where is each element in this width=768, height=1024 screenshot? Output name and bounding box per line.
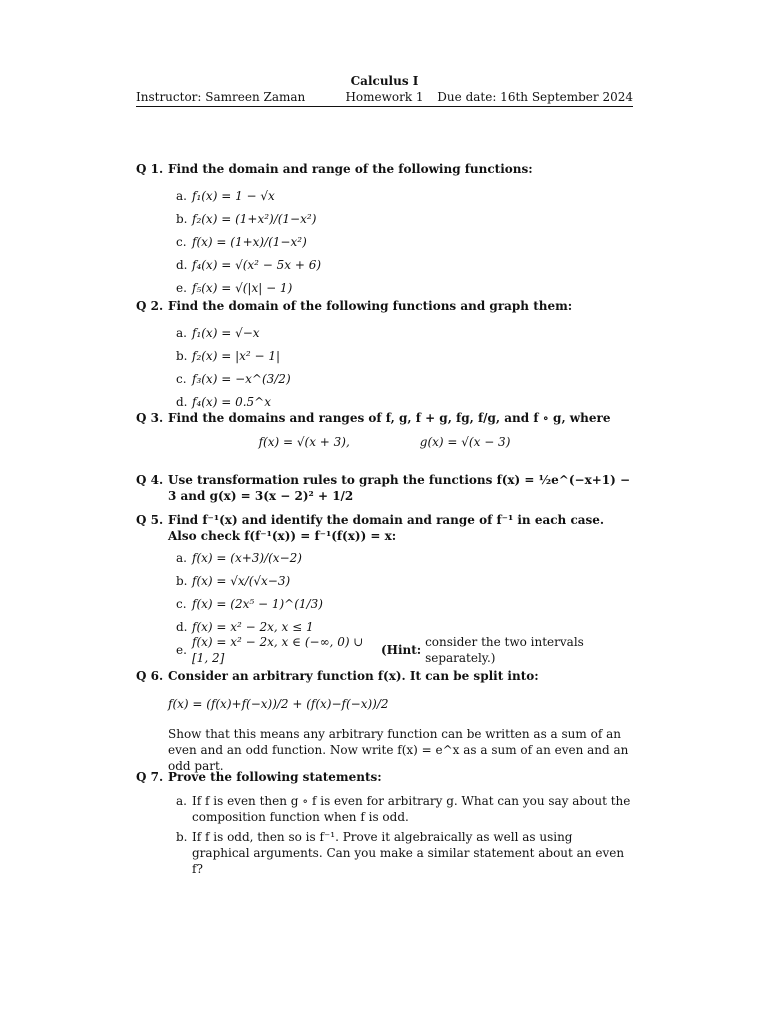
- item-label: c.: [176, 596, 187, 611]
- math-expression: f₅(x) = √(|x| − 1): [192, 280, 293, 295]
- question-text: Find the domain of the following functions and graph them:: [168, 299, 573, 313]
- list-item: [176, 230, 633, 253]
- due-date: Due date: 16th September 2024: [437, 90, 633, 104]
- item-label: d.: [176, 394, 188, 409]
- question-number: Q 3.: [136, 411, 164, 425]
- question-number: Q 1.: [136, 162, 164, 176]
- question-5: [136, 512, 633, 665]
- question-text: Prove the following statements:: [168, 770, 382, 784]
- item-label: b.: [176, 348, 188, 363]
- list-item: [176, 184, 633, 207]
- list-item: [176, 321, 633, 344]
- item-label: c.: [176, 371, 187, 386]
- math-expression: f(x) = x² − 2x, x ≤ 1: [192, 619, 314, 634]
- math-expression: f₂(x) = (1+x²)/(1−x²): [192, 211, 317, 226]
- list-item: [176, 569, 633, 592]
- homework-number: Homework 1: [345, 90, 424, 104]
- math-expression: f(x) = (x+3)/(x−2): [192, 550, 302, 565]
- math-expression: f(x) = (1+x)/(1−x²): [192, 234, 307, 249]
- math-expression: f(x) = x² − 2x, x ∈ (−∞, 0) ∪ [1, 2]: [192, 634, 364, 665]
- item-label: a.: [176, 550, 187, 565]
- question-number: Q 5.: [136, 513, 164, 527]
- question-2: [136, 298, 633, 413]
- item-label: c.: [176, 234, 187, 249]
- math-expression: f₁(x) = √−x: [192, 325, 260, 340]
- question-number: Q 7.: [136, 770, 164, 784]
- question-number: Q 6.: [136, 669, 164, 683]
- list-item: [176, 829, 633, 877]
- question-paragraph: Show that this means any arbitrary function can be written as a sum of an even and an odd function. Now write f(x) = e^x as a sum of an even and an odd part.: [168, 727, 629, 773]
- question-text: Use transformation rules to graph the functions f(x) = ½e^(−x+1) − 3 and g(x) = 3(x − 2)² + 1/2: [168, 473, 631, 503]
- question-number: Q 2.: [136, 299, 164, 313]
- item-label: a.: [176, 794, 187, 808]
- list-item: [176, 253, 633, 276]
- course-title: Calculus I: [350, 74, 419, 88]
- list-item: [176, 367, 633, 390]
- item-label: a.: [176, 325, 187, 340]
- question-4: [136, 472, 633, 504]
- question-7: [136, 769, 633, 881]
- hint-text: consider the two intervals separately.): [425, 634, 584, 665]
- math-expression: f₄(x) = 0.5^x: [192, 394, 271, 409]
- item-text: If f is even then g ∘ f is even for arbitrary g. What can you say about the composition function when f is odd.: [192, 794, 631, 824]
- function-f-definition: f(x) = √(x + 3),: [258, 435, 350, 449]
- item-label: a.: [176, 188, 187, 203]
- question-text: Find the domains and ranges of f, g, f + g, fg, f/g, and f ∘ g, where: [168, 411, 611, 425]
- question-number: Q 4.: [136, 473, 164, 487]
- question-1: [136, 161, 633, 299]
- page-header: [136, 70, 633, 107]
- question-text: Find f⁻¹(x) and identify the domain and range of f⁻¹ in each case. Also check f(f⁻¹(x)) = f⁻¹(f(x)) = x:: [168, 513, 605, 543]
- list-item: [176, 546, 633, 569]
- math-expression: f₁(x) = 1 − √x: [192, 188, 275, 203]
- item-label: b.: [176, 830, 188, 844]
- list-item: [176, 793, 633, 825]
- question-6: [136, 668, 633, 774]
- instructor-name: Instructor: Samreen Zaman: [136, 90, 306, 104]
- item-label: d.: [176, 619, 188, 634]
- math-expression: f₃(x) = −x^(3/2): [192, 371, 291, 386]
- question-text: Find the domain and range of the following functions:: [168, 162, 533, 176]
- math-expression: f₂(x) = |x² − 1|: [192, 348, 281, 363]
- list-item: [176, 344, 633, 367]
- item-label: d.: [176, 257, 188, 272]
- list-item: [176, 207, 633, 230]
- item-label: b.: [176, 573, 188, 588]
- math-expression: f(x) = √x/(√x−3): [192, 573, 291, 588]
- list-item: [176, 592, 633, 615]
- question-text: Consider an arbitrary function f(x). It can be split into:: [168, 669, 539, 683]
- list-item: [176, 276, 633, 299]
- item-text: If f is odd, then so is f⁻¹. Prove it algebraically as well as using graphical arguments. Can you make a similar statement about an even f?: [192, 830, 625, 876]
- hint-label: (Hint:: [380, 642, 422, 657]
- list-item: [176, 634, 633, 665]
- function-g-definition: g(x) = √(x − 3): [419, 435, 511, 449]
- homework-page: [136, 70, 633, 876]
- math-expression: f(x) = (2x⁵ − 1)^(1/3): [192, 596, 323, 611]
- split-formula: f(x) = (f(x)+f(−x))/2 + (f(x)−f(−x))/2: [168, 697, 389, 711]
- math-expression: f₄(x) = √(x² − 5x + 6): [192, 257, 322, 272]
- item-label: e.: [176, 642, 187, 657]
- item-label: b.: [176, 211, 188, 226]
- item-label: e.: [176, 280, 187, 295]
- question-3: [136, 410, 633, 450]
